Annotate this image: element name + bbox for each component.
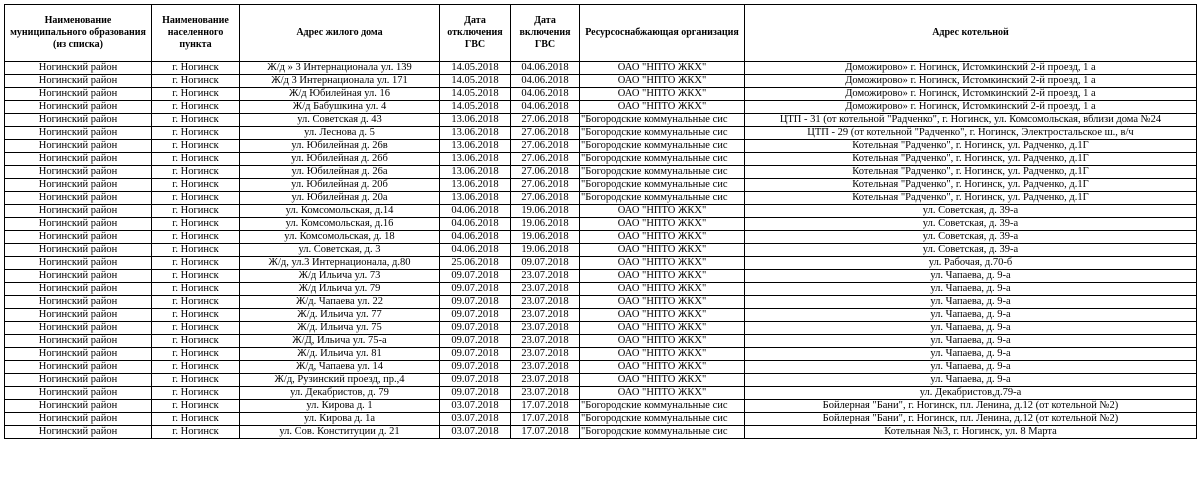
shutdown-date-cell: 14.05.2018 — [440, 75, 511, 88]
table-row — [5, 205, 1197, 218]
boiler-address-cell: ул. Чапаева, д. 9-а — [745, 270, 1197, 283]
table-row — [5, 361, 1197, 374]
shutdown-date-cell: 13.06.2018 — [440, 153, 511, 166]
settlement-cell: г. Ногинск — [152, 270, 240, 283]
boiler-address-cell: ул. Рабочая, д.70-б — [745, 257, 1197, 270]
municipality-cell: Ногинский район — [5, 387, 152, 400]
restore-date-cell: 23.07.2018 — [511, 335, 580, 348]
supplier-cell: "Богородские коммунальные сис — [580, 400, 745, 413]
restore-date-cell: 23.07.2018 — [511, 322, 580, 335]
boiler-address-cell: ЦТП - 31 (от котельной "Радченко", г. Ногинск, ул. Комсомольская, вблизи дома №24 — [745, 114, 1197, 127]
table-row — [5, 400, 1197, 413]
house-address-cell: Ж/д Ильича ул. 73 — [240, 270, 440, 283]
restore-date-cell: 23.07.2018 — [511, 387, 580, 400]
settlement-cell: г. Ногинск — [152, 153, 240, 166]
supplier-cell: "Богородские коммунальные сис — [580, 166, 745, 179]
table-row — [5, 218, 1197, 231]
table-row — [5, 335, 1197, 348]
settlement-cell: г. Ногинск — [152, 335, 240, 348]
table-row — [5, 322, 1197, 335]
supplier-cell: ОАО "НПТО ЖКХ" — [580, 257, 745, 270]
table-row — [5, 257, 1197, 270]
shutdown-date-cell: 09.07.2018 — [440, 387, 511, 400]
house-address-cell: Ж/д Бабушкина ул. 4 — [240, 101, 440, 114]
boiler-address-cell: ул. Чапаева, д. 9-а — [745, 296, 1197, 309]
municipality-cell: Ногинский район — [5, 335, 152, 348]
boiler-address-cell: ул. Чапаева, д. 9-а — [745, 283, 1197, 296]
shutdown-date-cell: 14.05.2018 — [440, 88, 511, 101]
header-house-address: Адрес жилого дома — [240, 5, 440, 62]
municipality-cell: Ногинский район — [5, 244, 152, 257]
supplier-cell: ОАО "НПТО ЖКХ" — [580, 218, 745, 231]
settlement-cell: г. Ногинск — [152, 114, 240, 127]
boiler-address-cell: ул. Чапаева, д. 9-а — [745, 335, 1197, 348]
supplier-cell: "Богородские коммунальные сис — [580, 413, 745, 426]
shutdown-date-cell: 14.05.2018 — [440, 62, 511, 75]
boiler-address-cell: ул. Чапаева, д. 9-а — [745, 348, 1197, 361]
settlement-cell: г. Ногинск — [152, 426, 240, 439]
boiler-address-cell: Доможирово» г. Ногинск, Истомкинский 2-й проезд, 1 а — [745, 88, 1197, 101]
settlement-cell: г. Ногинск — [152, 75, 240, 88]
supplier-cell: ОАО "НПТО ЖКХ" — [580, 270, 745, 283]
supplier-cell: ОАО "НПТО ЖКХ" — [580, 296, 745, 309]
restore-date-cell: 27.06.2018 — [511, 192, 580, 205]
table-row — [5, 244, 1197, 257]
municipality-cell: Ногинский район — [5, 413, 152, 426]
restore-date-cell: 27.06.2018 — [511, 114, 580, 127]
shutdown-date-cell: 25.06.2018 — [440, 257, 511, 270]
house-address-cell: ул. Леснова д. 5 — [240, 127, 440, 140]
table-row — [5, 127, 1197, 140]
supplier-cell: ОАО "НПТО ЖКХ" — [580, 101, 745, 114]
municipality-cell: Ногинский район — [5, 205, 152, 218]
municipality-cell: Ногинский район — [5, 88, 152, 101]
house-address-cell: Ж/д. Чапаева ул. 22 — [240, 296, 440, 309]
shutdown-date-cell: 13.06.2018 — [440, 127, 511, 140]
settlement-cell: г. Ногинск — [152, 192, 240, 205]
supplier-cell: ОАО "НПТО ЖКХ" — [580, 348, 745, 361]
boiler-address-cell: ул. Чапаева, д. 9-а — [745, 322, 1197, 335]
shutdown-date-cell: 09.07.2018 — [440, 283, 511, 296]
settlement-cell: г. Ногинск — [152, 296, 240, 309]
municipality-cell: Ногинский район — [5, 218, 152, 231]
shutdown-date-cell: 09.07.2018 — [440, 374, 511, 387]
table-row — [5, 426, 1197, 439]
boiler-address-cell: ул. Декабристов,д.79-а — [745, 387, 1197, 400]
municipality-cell: Ногинский район — [5, 361, 152, 374]
settlement-cell: г. Ногинск — [152, 231, 240, 244]
settlement-cell: г. Ногинск — [152, 127, 240, 140]
shutdown-date-cell: 14.05.2018 — [440, 101, 511, 114]
municipality-cell: Ногинский район — [5, 114, 152, 127]
house-address-cell: Ж/д. Ильича ул. 75 — [240, 322, 440, 335]
settlement-cell: г. Ногинск — [152, 62, 240, 75]
header-boiler-address: Адрес котельной — [745, 5, 1197, 62]
settlement-cell: г. Ногинск — [152, 244, 240, 257]
house-address-cell: Ж/д, Чапаева ул. 14 — [240, 361, 440, 374]
house-address-cell: ул. Декабристов, д. 79 — [240, 387, 440, 400]
house-address-cell: Ж/Д, Ильича ул. 75-а — [240, 335, 440, 348]
municipality-cell: Ногинский район — [5, 322, 152, 335]
boiler-address-cell: Котельная "Радченко", г. Ногинск, ул. Радченко, д.1Г — [745, 179, 1197, 192]
restore-date-cell: 27.06.2018 — [511, 153, 580, 166]
boiler-address-cell: ул. Чапаева, д. 9-а — [745, 374, 1197, 387]
boiler-address-cell: Доможирово» г. Ногинск, Истомкинский 2-й проезд, 1 а — [745, 62, 1197, 75]
municipality-cell: Ногинский район — [5, 426, 152, 439]
restore-date-cell: 23.07.2018 — [511, 283, 580, 296]
shutdown-date-cell: 13.06.2018 — [440, 166, 511, 179]
settlement-cell: г. Ногинск — [152, 140, 240, 153]
shutdown-date-cell: 04.06.2018 — [440, 244, 511, 257]
table-row — [5, 387, 1197, 400]
table-row — [5, 75, 1197, 88]
shutdown-date-cell: 04.06.2018 — [440, 218, 511, 231]
municipality-cell: Ногинский район — [5, 127, 152, 140]
shutdown-date-cell: 09.07.2018 — [440, 361, 511, 374]
settlement-cell: г. Ногинск — [152, 166, 240, 179]
boiler-address-cell: Котельная "Радченко", г. Ногинск, ул. Радченко, д.1Г — [745, 140, 1197, 153]
house-address-cell: ул. Сов. Конституции д. 21 — [240, 426, 440, 439]
restore-date-cell: 17.07.2018 — [511, 400, 580, 413]
restore-date-cell: 27.06.2018 — [511, 140, 580, 153]
settlement-cell: г. Ногинск — [152, 218, 240, 231]
settlement-cell: г. Ногинск — [152, 348, 240, 361]
house-address-cell: ул. Кирова д. 1 — [240, 400, 440, 413]
restore-date-cell: 19.06.2018 — [511, 231, 580, 244]
settlement-cell: г. Ногинск — [152, 283, 240, 296]
boiler-address-cell: ЦТП - 29 (от котельной "Радченко", г. Ногинск, Электростальское ш., в/ч — [745, 127, 1197, 140]
municipality-cell: Ногинский район — [5, 270, 152, 283]
boiler-address-cell: ул. Чапаева, д. 9-а — [745, 361, 1197, 374]
supplier-cell: "Богородские коммунальные сис — [580, 140, 745, 153]
house-address-cell: ул. Юбилейная д. 20а — [240, 192, 440, 205]
house-address-cell: ул. Кирова д. 1а — [240, 413, 440, 426]
boiler-address-cell: Котельная "Радченко", г. Ногинск, ул. Радченко, д.1Г — [745, 192, 1197, 205]
table-row — [5, 296, 1197, 309]
table-row — [5, 374, 1197, 387]
restore-date-cell: 19.06.2018 — [511, 218, 580, 231]
house-address-cell: Ж/д, Рузинский проезд, пр.,4 — [240, 374, 440, 387]
supplier-cell: ОАО "НПТО ЖКХ" — [580, 283, 745, 296]
settlement-cell: г. Ногинск — [152, 309, 240, 322]
house-address-cell: ул. Советская, д. 3 — [240, 244, 440, 257]
header-settlement: Наименование населенного пункта — [152, 5, 240, 62]
shutdown-date-cell: 09.07.2018 — [440, 270, 511, 283]
boiler-address-cell: Бойлерная "Бани", г. Ногинск, пл. Ленина, д.12 (от котельной №2) — [745, 400, 1197, 413]
table-row — [5, 140, 1197, 153]
supplier-cell: ОАО "НПТО ЖКХ" — [580, 361, 745, 374]
supplier-cell: ОАО "НПТО ЖКХ" — [580, 231, 745, 244]
restore-date-cell: 09.07.2018 — [511, 257, 580, 270]
restore-date-cell: 04.06.2018 — [511, 101, 580, 114]
table-row — [5, 62, 1197, 75]
municipality-cell: Ногинский район — [5, 101, 152, 114]
header-municipality: Наименование муниципального образования (из списка) — [5, 5, 152, 62]
table-row — [5, 88, 1197, 101]
restore-date-cell: 23.07.2018 — [511, 348, 580, 361]
municipality-cell: Ногинский район — [5, 75, 152, 88]
house-address-cell: ул. Юбилейная д. 26в — [240, 140, 440, 153]
boiler-address-cell: ул. Советская, д. 39-а — [745, 231, 1197, 244]
municipality-cell: Ногинский район — [5, 257, 152, 270]
shutdown-date-cell: 04.06.2018 — [440, 205, 511, 218]
restore-date-cell: 27.06.2018 — [511, 127, 580, 140]
house-address-cell: Ж/д Юбилейная ул. 16 — [240, 88, 440, 101]
supplier-cell: ОАО "НПТО ЖКХ" — [580, 244, 745, 257]
restore-date-cell: 17.07.2018 — [511, 426, 580, 439]
header-row — [5, 5, 1197, 62]
supplier-cell: "Богородские коммунальные сис — [580, 179, 745, 192]
restore-date-cell: 04.06.2018 — [511, 88, 580, 101]
house-address-cell: ул. Юбилейная д. 20б — [240, 179, 440, 192]
shutdown-date-cell: 13.06.2018 — [440, 114, 511, 127]
table-row — [5, 283, 1197, 296]
boiler-address-cell: Котельная №3, г. Ногинск, ул. 8 Марта — [745, 426, 1197, 439]
shutdown-date-cell: 03.07.2018 — [440, 413, 511, 426]
boiler-address-cell: ул. Советская, д. 39-а — [745, 205, 1197, 218]
shutdown-date-cell: 09.07.2018 — [440, 348, 511, 361]
table-row — [5, 153, 1197, 166]
house-address-cell: ул. Юбилейная д. 26б — [240, 153, 440, 166]
settlement-cell: г. Ногинск — [152, 257, 240, 270]
municipality-cell: Ногинский район — [5, 374, 152, 387]
municipality-cell: Ногинский район — [5, 153, 152, 166]
municipality-cell: Ногинский район — [5, 62, 152, 75]
boiler-address-cell: Доможирово» г. Ногинск, Истомкинский 2-й проезд, 1 а — [745, 101, 1197, 114]
hot-water-shutdown-table — [4, 4, 1197, 439]
supplier-cell: "Богородские коммунальные сис — [580, 153, 745, 166]
municipality-cell: Ногинский район — [5, 179, 152, 192]
header-supplier: Ресурсоснабжающая организация — [580, 5, 745, 62]
supplier-cell: "Богородские коммунальные сис — [580, 127, 745, 140]
house-address-cell: Ж/д » 3 Интернационала ул. 139 — [240, 62, 440, 75]
restore-date-cell: 17.07.2018 — [511, 413, 580, 426]
table-row — [5, 114, 1197, 127]
boiler-address-cell: ул. Советская, д. 39-а — [745, 244, 1197, 257]
shutdown-date-cell: 09.07.2018 — [440, 335, 511, 348]
shutdown-date-cell: 13.06.2018 — [440, 140, 511, 153]
boiler-address-cell: Котельная "Радченко", г. Ногинск, ул. Радченко, д.1Г — [745, 153, 1197, 166]
shutdown-date-cell: 03.07.2018 — [440, 426, 511, 439]
settlement-cell: г. Ногинск — [152, 179, 240, 192]
municipality-cell: Ногинский район — [5, 309, 152, 322]
house-address-cell: ул. Комсомольская, д. 18 — [240, 231, 440, 244]
municipality-cell: Ногинский район — [5, 296, 152, 309]
header-shutdown-date: Дата отключения ГВС — [440, 5, 511, 62]
table-row — [5, 192, 1197, 205]
municipality-cell: Ногинский район — [5, 192, 152, 205]
shutdown-date-cell: 09.07.2018 — [440, 322, 511, 335]
settlement-cell: г. Ногинск — [152, 374, 240, 387]
restore-date-cell: 23.07.2018 — [511, 309, 580, 322]
settlement-cell: г. Ногинск — [152, 387, 240, 400]
restore-date-cell: 19.06.2018 — [511, 244, 580, 257]
settlement-cell: г. Ногинск — [152, 413, 240, 426]
municipality-cell: Ногинский район — [5, 283, 152, 296]
house-address-cell: Ж/д. Ильича ул. 81 — [240, 348, 440, 361]
supplier-cell: ОАО "НПТО ЖКХ" — [580, 309, 745, 322]
supplier-cell: ОАО "НПТО ЖКХ" — [580, 62, 745, 75]
house-address-cell: Ж/д. Ильича ул. 77 — [240, 309, 440, 322]
supplier-cell: "Богородские коммунальные сис — [580, 426, 745, 439]
restore-date-cell: 27.06.2018 — [511, 179, 580, 192]
boiler-address-cell: Бойлерная "Бани", г. Ногинск, пл. Ленина, д.12 (от котельной №2) — [745, 413, 1197, 426]
supplier-cell: ОАО "НПТО ЖКХ" — [580, 205, 745, 218]
restore-date-cell: 19.06.2018 — [511, 205, 580, 218]
table-row — [5, 231, 1197, 244]
restore-date-cell: 04.06.2018 — [511, 75, 580, 88]
settlement-cell: г. Ногинск — [152, 322, 240, 335]
table-row — [5, 348, 1197, 361]
house-address-cell: ул. Юбилейная д. 26а — [240, 166, 440, 179]
municipality-cell: Ногинский район — [5, 231, 152, 244]
shutdown-date-cell: 09.07.2018 — [440, 309, 511, 322]
boiler-address-cell: ул. Чапаева, д. 9-а — [745, 309, 1197, 322]
restore-date-cell: 23.07.2018 — [511, 374, 580, 387]
table-row — [5, 179, 1197, 192]
shutdown-date-cell: 09.07.2018 — [440, 296, 511, 309]
supplier-cell: ОАО "НПТО ЖКХ" — [580, 335, 745, 348]
shutdown-date-cell: 13.06.2018 — [440, 192, 511, 205]
boiler-address-cell: Котельная "Радченко", г. Ногинск, ул. Радченко, д.1Г — [745, 166, 1197, 179]
table-row — [5, 166, 1197, 179]
restore-date-cell: 23.07.2018 — [511, 270, 580, 283]
table-row — [5, 101, 1197, 114]
municipality-cell: Ногинский район — [5, 166, 152, 179]
supplier-cell: ОАО "НПТО ЖКХ" — [580, 88, 745, 101]
municipality-cell: Ногинский район — [5, 400, 152, 413]
boiler-address-cell: Доможирово» г. Ногинск, Истомкинский 2-й проезд, 1 а — [745, 75, 1197, 88]
header-restore-date: Дата включения ГВС — [511, 5, 580, 62]
restore-date-cell: 04.06.2018 — [511, 62, 580, 75]
settlement-cell: г. Ногинск — [152, 205, 240, 218]
house-address-cell: Ж/д 3 Интернационала ул. 171 — [240, 75, 440, 88]
boiler-address-cell: ул. Советская, д. 39-а — [745, 218, 1197, 231]
table-row — [5, 270, 1197, 283]
table-row — [5, 413, 1197, 426]
municipality-cell: Ногинский район — [5, 140, 152, 153]
settlement-cell: г. Ногинск — [152, 101, 240, 114]
supplier-cell: ОАО "НПТО ЖКХ" — [580, 322, 745, 335]
restore-date-cell: 27.06.2018 — [511, 166, 580, 179]
settlement-cell: г. Ногинск — [152, 361, 240, 374]
supplier-cell: "Богородские коммунальные сис — [580, 114, 745, 127]
house-address-cell: ул. Советская д. 43 — [240, 114, 440, 127]
supplier-cell: ОАО "НПТО ЖКХ" — [580, 374, 745, 387]
supplier-cell: "Богородские коммунальные сис — [580, 192, 745, 205]
shutdown-date-cell: 13.06.2018 — [440, 179, 511, 192]
restore-date-cell: 23.07.2018 — [511, 296, 580, 309]
restore-date-cell: 23.07.2018 — [511, 361, 580, 374]
supplier-cell: ОАО "НПТО ЖКХ" — [580, 75, 745, 88]
house-address-cell: Ж/д, ул.3 Интернационала, д.80 — [240, 257, 440, 270]
supplier-cell: ОАО "НПТО ЖКХ" — [580, 387, 745, 400]
house-address-cell: Ж/д Ильича ул. 79 — [240, 283, 440, 296]
house-address-cell: ул. Комсомольская, д.16 — [240, 218, 440, 231]
table-row — [5, 309, 1197, 322]
house-address-cell: ул. Комсомольская, д.14 — [240, 205, 440, 218]
municipality-cell: Ногинский район — [5, 348, 152, 361]
settlement-cell: г. Ногинск — [152, 88, 240, 101]
shutdown-date-cell: 04.06.2018 — [440, 231, 511, 244]
shutdown-date-cell: 03.07.2018 — [440, 400, 511, 413]
settlement-cell: г. Ногинск — [152, 400, 240, 413]
